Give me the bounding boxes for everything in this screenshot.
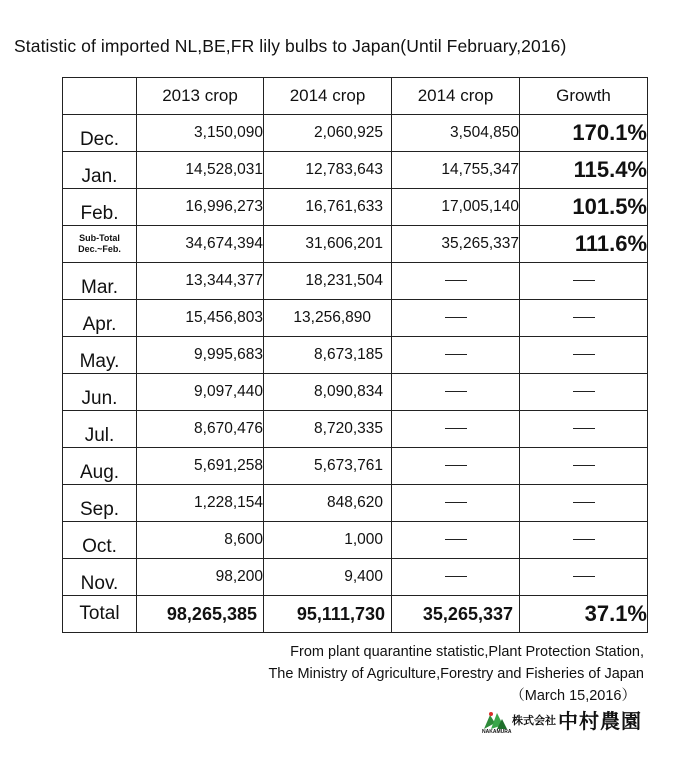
dash-mark <box>445 280 467 281</box>
cell-2013: 5,691,258 <box>137 448 264 485</box>
row-month: Apr. <box>63 300 137 337</box>
cell-2014: 8,720,335 <box>264 411 392 448</box>
dash-mark <box>445 354 467 355</box>
table-row <box>63 189 648 226</box>
header-growth: Growth <box>520 78 648 115</box>
cell-2013: 1,228,154 <box>137 485 264 522</box>
dash-mark <box>573 428 595 429</box>
cell-empty-dash <box>392 522 520 559</box>
logo-company-name: 中村農園 <box>558 711 642 733</box>
table-row <box>63 522 648 559</box>
row-month: Sep. <box>63 485 137 522</box>
row-month: Jun. <box>63 374 137 411</box>
cell-empty-dash <box>520 411 648 448</box>
table-row <box>63 115 648 152</box>
source-date: （March 15,2016） <box>510 688 636 704</box>
row-month: Dec. <box>63 115 137 152</box>
row-month: May. <box>63 337 137 374</box>
cell-2014: 31,606,201 <box>264 226 392 263</box>
cell-empty-dash <box>520 300 648 337</box>
table-row <box>63 152 648 189</box>
dash-mark <box>573 280 595 281</box>
dash-mark <box>573 465 595 466</box>
row-month: Aug. <box>63 448 137 485</box>
cell-2013: 3,150,090 <box>137 115 264 152</box>
header-corner <box>63 78 137 115</box>
source-note <box>268 641 644 707</box>
dash-mark <box>445 391 467 392</box>
table-row <box>63 559 648 596</box>
cell-empty-dash <box>392 300 520 337</box>
cell-2013: 13,344,377 <box>137 263 264 300</box>
cell-2014: 8,090,834 <box>264 374 392 411</box>
cell-2014: 1,000 <box>264 522 392 559</box>
table-row <box>63 300 648 337</box>
cell-2014: 848,620 <box>264 485 392 522</box>
dash-mark <box>445 502 467 503</box>
dash-mark <box>573 539 595 540</box>
cell-2013: 15,456,803 <box>137 300 264 337</box>
cell-empty-dash <box>520 559 648 596</box>
dash-mark <box>573 317 595 318</box>
cell-2014: 12,783,643 <box>264 152 392 189</box>
cell-growth: 170.1% <box>520 115 648 152</box>
cell-2014-current: 14,755,347 <box>392 152 520 189</box>
cell-2014: 9,400 <box>264 559 392 596</box>
table-row-subtotal <box>63 226 648 263</box>
source-line-2: The Ministry of Agriculture,Forestry and Fisheries of Japan <box>268 666 644 682</box>
dash-mark <box>445 576 467 577</box>
cell-empty-dash <box>392 337 520 374</box>
cell-2013: 9,097,440 <box>137 374 264 411</box>
header-2014-crop: 2014 crop <box>264 78 392 115</box>
source-line-1: From plant quarantine statistic,Plant Protection Station, <box>290 644 644 660</box>
cell-empty-dash <box>392 411 520 448</box>
cell-2014: 13,256,890 <box>264 300 392 337</box>
cell-2013: 16,996,273 <box>137 189 264 226</box>
row-month: Oct. <box>63 522 137 559</box>
dash-mark <box>573 391 595 392</box>
row-month-subtotal <box>63 226 137 263</box>
header-2013-crop: 2013 crop <box>137 78 264 115</box>
row-month: Jul. <box>63 411 137 448</box>
cell-2014: 18,231,504 <box>264 263 392 300</box>
cell-2014-total: 95,111,730 <box>264 596 392 633</box>
table-row <box>63 448 648 485</box>
cell-2013: 98,200 <box>137 559 264 596</box>
cell-growth-total: 37.1% <box>520 596 648 633</box>
dash-mark <box>573 502 595 503</box>
cell-2014: 5,673,761 <box>264 448 392 485</box>
cell-empty-dash <box>520 522 648 559</box>
row-month-total: Total <box>63 596 137 633</box>
table-row <box>63 411 648 448</box>
cell-2014: 16,761,633 <box>264 189 392 226</box>
import-statistics-table <box>62 77 648 633</box>
table-header-row <box>63 78 648 115</box>
dash-mark <box>445 317 467 318</box>
cell-empty-dash <box>392 485 520 522</box>
dash-mark <box>445 465 467 466</box>
cell-empty-dash <box>392 374 520 411</box>
cell-growth: 111.6% <box>520 226 648 263</box>
logo-roman-name: NAKAMURA <box>482 729 512 735</box>
header-2014-crop-current: 2014 crop <box>392 78 520 115</box>
row-month: Feb. <box>63 189 137 226</box>
cell-empty-dash <box>520 374 648 411</box>
cell-2013: 34,674,394 <box>137 226 264 263</box>
row-month: Mar. <box>63 263 137 300</box>
cell-2013: 8,670,476 <box>137 411 264 448</box>
table-row <box>63 374 648 411</box>
cell-empty-dash <box>520 263 648 300</box>
subtotal-range: Dec.~Feb. <box>78 244 121 254</box>
page-title: Statistic of imported NL,BE,FR lily bulbs to Japan(Until February,2016) <box>14 36 567 56</box>
table-row <box>63 337 648 374</box>
dash-mark <box>445 539 467 540</box>
table-row <box>63 485 648 522</box>
cell-2013: 9,995,683 <box>137 337 264 374</box>
cell-empty-dash <box>392 448 520 485</box>
cell-2014: 2,060,925 <box>264 115 392 152</box>
table-row <box>63 263 648 300</box>
cell-empty-dash <box>392 559 520 596</box>
cell-growth: 101.5% <box>520 189 648 226</box>
cell-2014: 8,673,185 <box>264 337 392 374</box>
cell-2013-total: 98,265,385 <box>137 596 264 633</box>
cell-empty-dash <box>520 448 648 485</box>
table-row-total <box>63 596 648 633</box>
dash-mark <box>445 428 467 429</box>
cell-2013: 14,528,031 <box>137 152 264 189</box>
cell-2014-current: 35,265,337 <box>392 226 520 263</box>
row-month: Nov. <box>63 559 137 596</box>
dash-mark <box>573 354 595 355</box>
company-logo <box>482 705 642 734</box>
cell-2013: 8,600 <box>137 522 264 559</box>
cell-2014-current-total: 35,265,337 <box>392 596 520 633</box>
cell-growth: 115.4% <box>520 152 648 189</box>
dash-mark <box>573 576 595 577</box>
cell-empty-dash <box>392 263 520 300</box>
logo-company-type: 株式会社 <box>512 714 556 727</box>
cell-2014-current: 17,005,140 <box>392 189 520 226</box>
cell-empty-dash <box>520 485 648 522</box>
cell-2014-current: 3,504,850 <box>392 115 520 152</box>
row-month: Jan. <box>63 152 137 189</box>
cell-empty-dash <box>520 337 648 374</box>
subtotal-label: Sub-Total <box>79 233 120 243</box>
leaf-logo-icon <box>482 709 508 731</box>
